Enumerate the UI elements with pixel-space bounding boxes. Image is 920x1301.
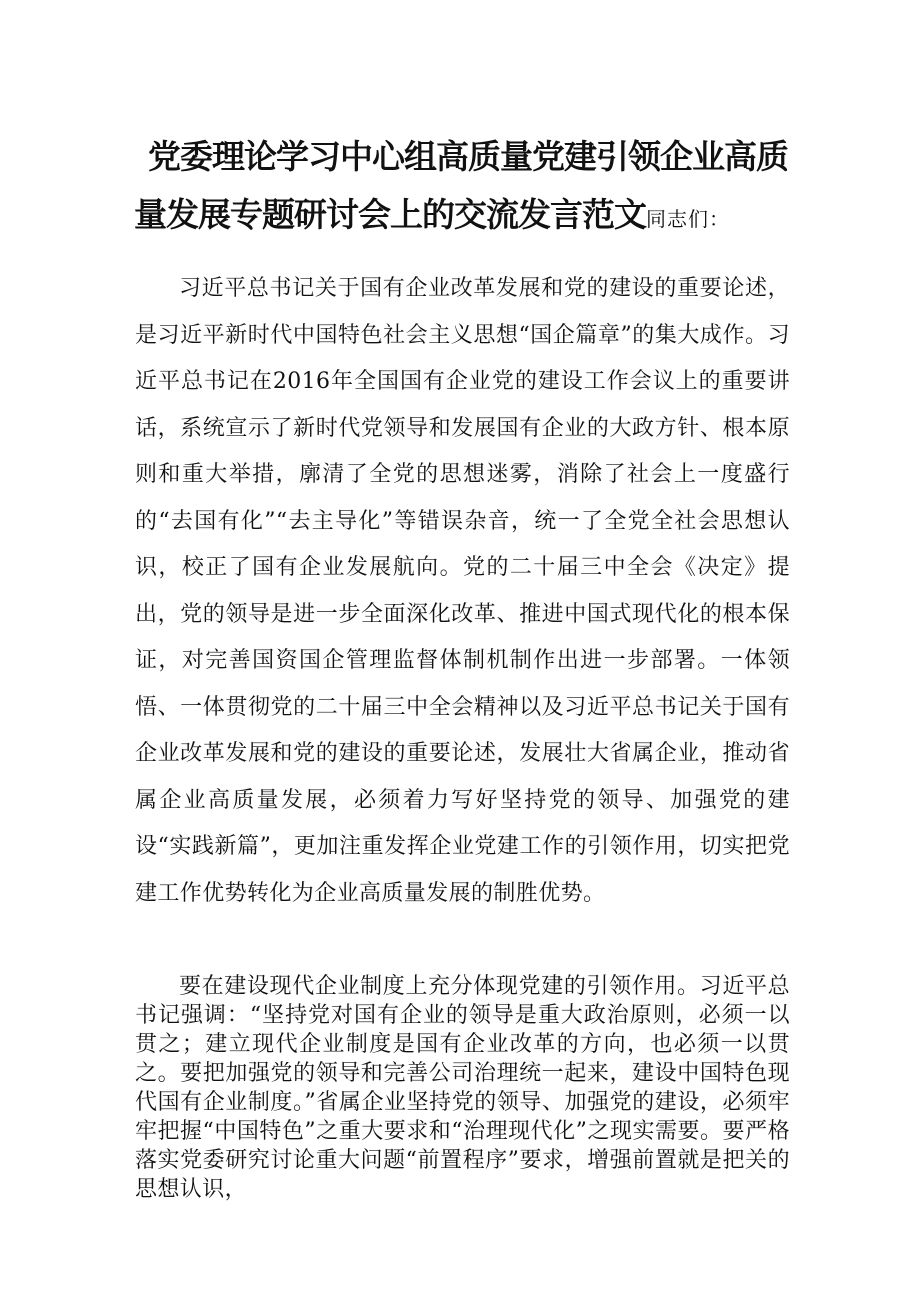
salutation: 同志们： (646, 207, 730, 231)
body-paragraph-1: 习近平总书记关于国有企业改革发展和党的建设的重要论述，是习近平新时代中国特色社会主义思想“国企篇章”的集大成作。习近平总书记在2016年全国国有企业党的建设工作会议上的重要讲话，系统宣示了新时代党领导和发展国有企业的大政方针、根本原则和重大举措，廓清了全党的思想迷雾，消除了社会上一度盛行的“去国有化”“去主导化”等错误杂音，统一了全党全社会思想认识，校正了国有企业发展航向。党的二十届三中全会《决定》提出，党的领导是进一步全面深化改革、推进中国式现代化的根本保证，对完善国资国企管理监督体制机制作出进一步部署。一体领悟、一体贯彻党的二十届三中全会精神以及习近平总书记关于国有企业改革发展和党的建设的重要论述，发展壮大省属企业，推动省属企业高质量发展，必须着力写好坚持党的领导、加强党的建设“实践新篇”，更加注重发挥企业党建工作的引领作用，切实把党建工作优势转化为企业高质量发展的制胜优势。 (135, 276, 790, 906)
body-paragraph-2: 要在建设现代企业制度上充分体现党建的引领作用。习近平总书记强调：“坚持党对国有企业的领导是重大政治原则，必须一以贯之；建立现代企业制度是国有企业改革的方向，也必须一以贯之。要把加强党的领导和完善公司治理统一起来，建设中国特色现代国有企业制度。”省属企业坚持党的领导、加强党的建设，必须牢牢把握“中国特色”之重大要求和“治理现代化”之现实需要。要严格落实党委研究讨论重大问题“前置程序”要求，增强前置就是把关的思想认识， (135, 974, 790, 1202)
title-line-1: 党委理论学习中心组高质量党建引领企业高质 (148, 137, 788, 176)
document-title (120, 128, 800, 248)
title-line-2-text: 量发展专题研讨会上的交流发言范文 (134, 195, 646, 234)
title-line-2 (120, 186, 800, 248)
